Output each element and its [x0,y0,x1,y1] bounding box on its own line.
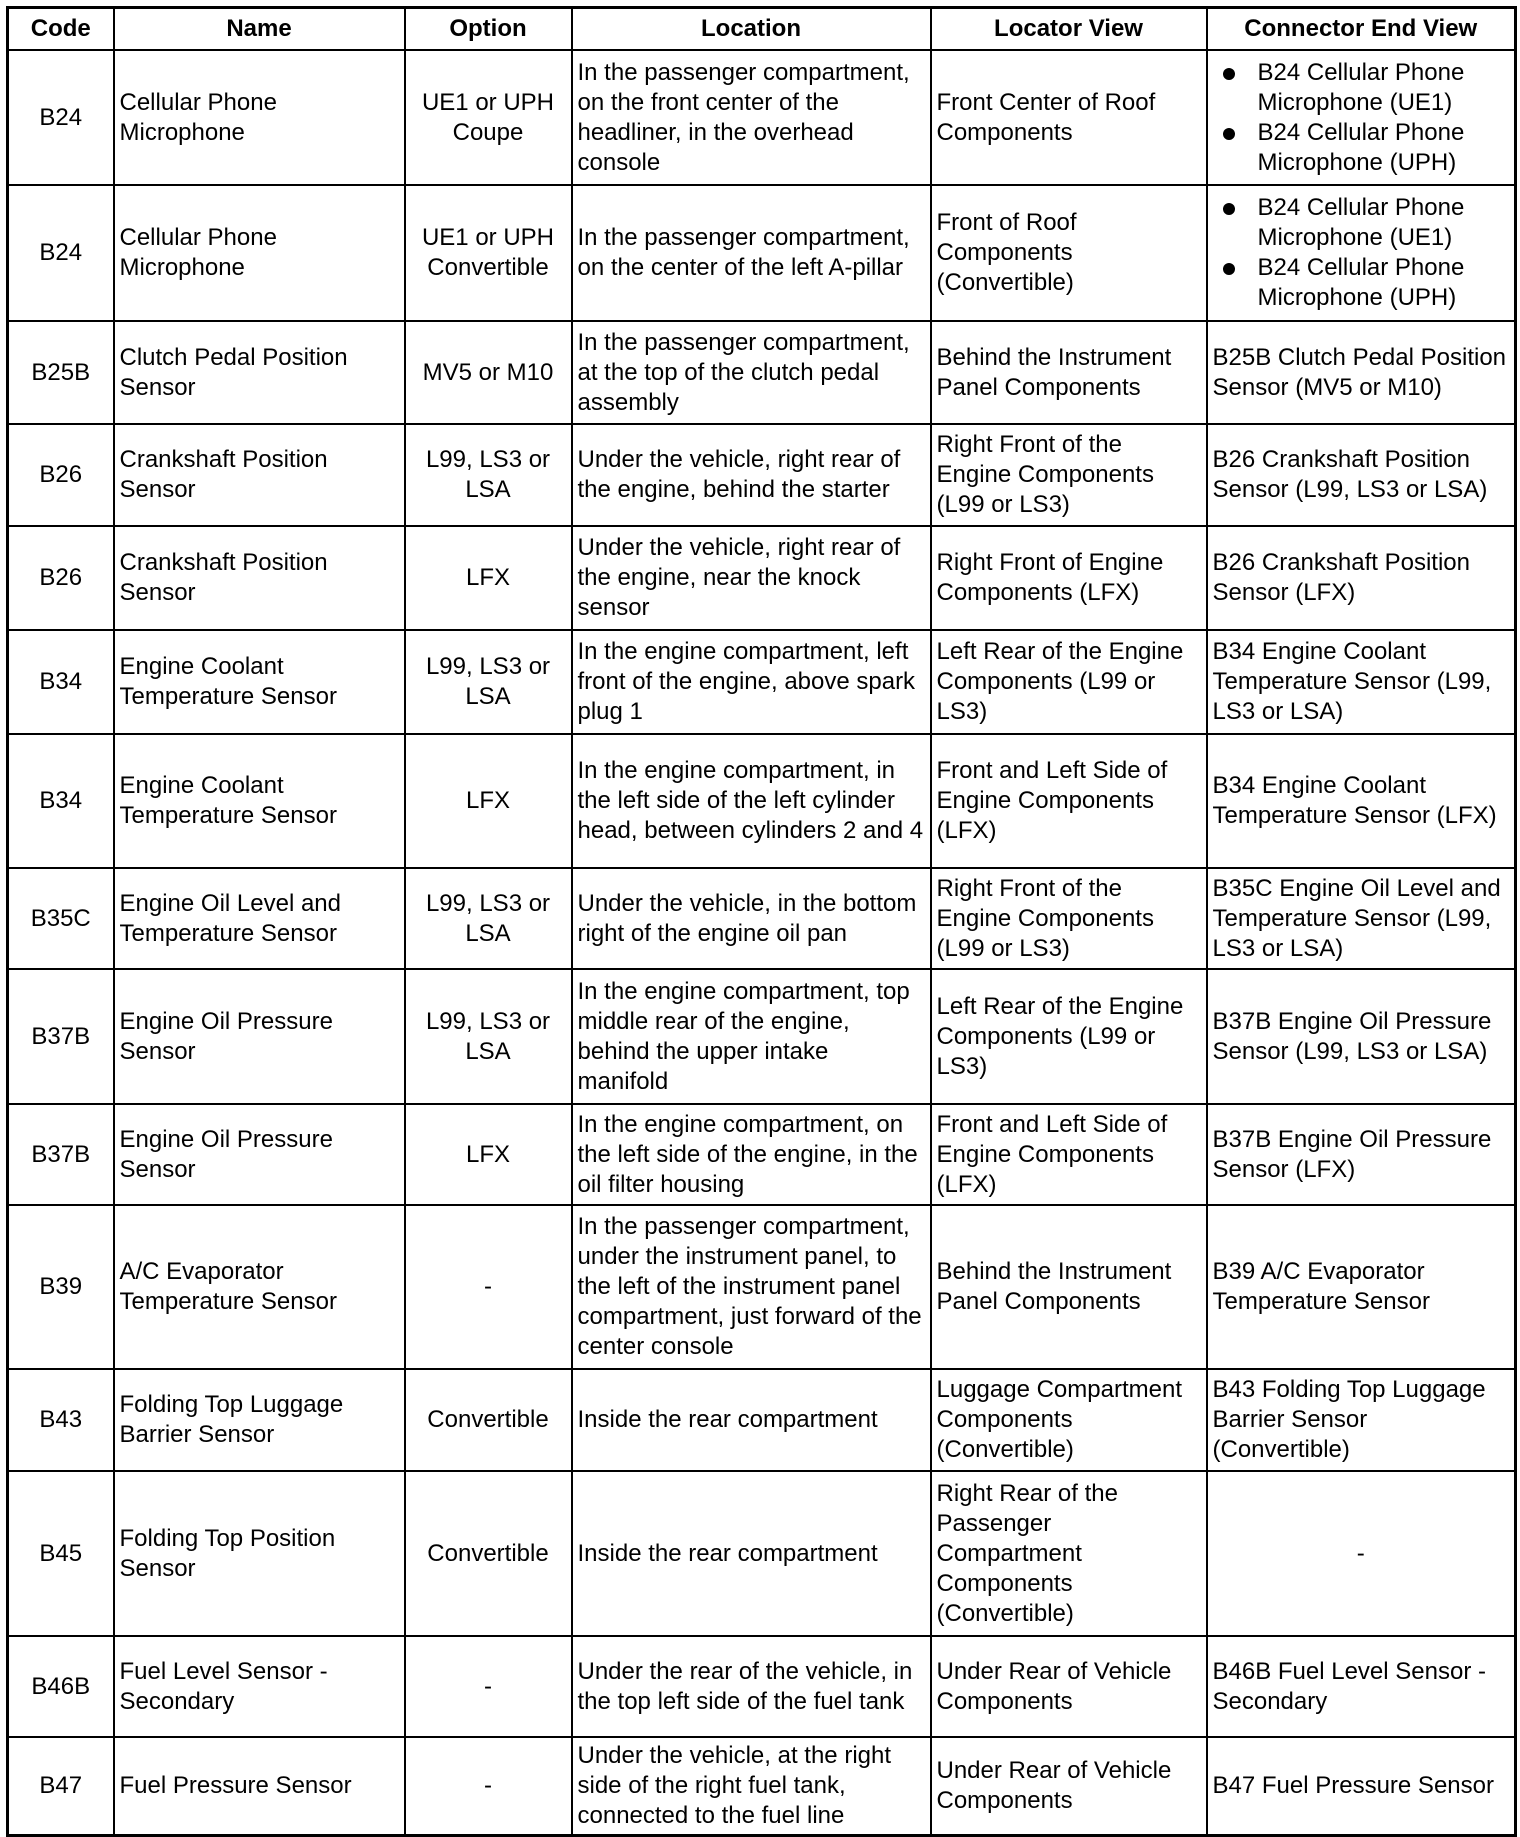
connector-end-view-cell: B46B Fuel Level Sensor - Secondary [1207,1636,1516,1737]
name-cell: Cellular Phone Microphone [114,185,405,321]
location-cell: Inside the rear compartment [572,1369,931,1471]
name-cell: Engine Coolant Temperature Sensor [114,734,405,868]
code-cell: B34 [8,734,114,868]
table-row [8,1104,1516,1205]
code-cell: B46B [8,1636,114,1737]
locator-view-cell: Left Rear of the Engine Components (L99 or LS3) [931,630,1207,734]
option-cell: - [405,1205,572,1369]
name-cell: Engine Oil Level and Temperature Sensor [114,868,405,969]
header-locator-view: Locator View [931,8,1207,51]
connector-end-view-cell: B26 Crankshaft Position Sensor (L99, LS3 or LSA) [1207,424,1516,526]
option-cell: - [405,1737,572,1835]
name-cell: Engine Coolant Temperature Sensor [114,630,405,734]
option-cell: UE1 or UPH Coupe [405,50,572,185]
connector-list-item: B24 Cellular Phone Microphone (UPH) [1258,253,1510,313]
table-row [8,1636,1516,1737]
connector-list-item: B24 Cellular Phone Microphone (UPH) [1258,118,1510,178]
table-row [8,321,1516,424]
connector-end-view-cell [1207,185,1516,321]
option-cell: L99, LS3 or LSA [405,868,572,969]
locator-view-cell: Front Center of Roof Components [931,50,1207,185]
table-row [8,1737,1516,1835]
table-row [8,526,1516,630]
option-cell: MV5 or M10 [405,321,572,424]
locator-view-cell: Right Rear of the Passenger Compartment Components (Convertible) [931,1471,1207,1636]
name-cell: Crankshaft Position Sensor [114,424,405,526]
locator-view-cell: Front and Left Side of Engine Components (LFX) [931,734,1207,868]
code-cell: B26 [8,526,114,630]
connector-list-item: B24 Cellular Phone Microphone (UE1) [1258,58,1510,118]
connector-list-item: B24 Cellular Phone Microphone (UE1) [1258,193,1510,253]
name-cell: Cellular Phone Microphone [114,50,405,185]
connector-list [1213,58,1510,178]
code-cell: B45 [8,1471,114,1636]
connector-end-view-cell: B47 Fuel Pressure Sensor [1207,1737,1516,1835]
connector-end-view-cell: B37B Engine Oil Pressure Sensor (L99, LS3 or LSA) [1207,969,1516,1104]
connector-end-view-cell: B34 Engine Coolant Temperature Sensor (L99, LS3 or LSA) [1207,630,1516,734]
header-option: Option [405,8,572,51]
table-row [8,969,1516,1104]
table-row [8,50,1516,185]
locator-view-cell: Behind the Instrument Panel Components [931,1205,1207,1369]
option-cell: LFX [405,734,572,868]
connector-end-view-cell [1207,50,1516,185]
option-cell: Convertible [405,1369,572,1471]
table-row [8,1369,1516,1471]
connector-end-view-cell: B43 Folding Top Luggage Barrier Sensor (Convertible) [1207,1369,1516,1471]
header-location: Location [572,8,931,51]
table-row [8,1471,1516,1636]
option-cell: Convertible [405,1471,572,1636]
header-row [8,8,1516,51]
option-cell: L99, LS3 or LSA [405,424,572,526]
code-cell: B26 [8,424,114,526]
option-cell: - [405,1636,572,1737]
locator-view-cell: Under Rear of Vehicle Components [931,1737,1207,1835]
connector-end-view-cell: B26 Crankshaft Position Sensor (LFX) [1207,526,1516,630]
table-row [8,185,1516,321]
locator-view-cell: Behind the Instrument Panel Components [931,321,1207,424]
location-cell: In the passenger compartment, under the instrument panel, to the left of the instrument panel compartment, just forward of the center console [572,1205,931,1369]
code-cell: B34 [8,630,114,734]
name-cell: Fuel Level Sensor - Secondary [114,1636,405,1737]
table-row [8,734,1516,868]
code-cell: B47 [8,1737,114,1835]
locator-view-cell: Right Front of the Engine Components (L99 or LS3) [931,424,1207,526]
table-row [8,1205,1516,1369]
location-cell: Inside the rear compartment [572,1471,931,1636]
connector-end-view-cell: - [1207,1471,1516,1636]
location-cell: In the passenger compartment, on the center of the left A-pillar [572,185,931,321]
location-cell: In the engine compartment, top middle rear of the engine, behind the upper intake manifold [572,969,931,1104]
option-cell: UE1 or UPH Convertible [405,185,572,321]
locator-view-cell: Front of Roof Components (Convertible) [931,185,1207,321]
name-cell: Engine Oil Pressure Sensor [114,1104,405,1205]
table-row [8,868,1516,969]
location-cell: Under the vehicle, right rear of the engine, behind the starter [572,424,931,526]
locator-view-cell: Front and Left Side of Engine Components (LFX) [931,1104,1207,1205]
connector-end-view-cell: B25B Clutch Pedal Position Sensor (MV5 or M10) [1207,321,1516,424]
connector-end-view-cell: B39 A/C Evaporator Temperature Sensor [1207,1205,1516,1369]
location-cell: Under the rear of the vehicle, in the top left side of the fuel tank [572,1636,931,1737]
location-cell: Under the vehicle, at the right side of the right fuel tank, connected to the fuel line [572,1737,931,1835]
table-row [8,424,1516,526]
code-cell: B37B [8,1104,114,1205]
name-cell: Engine Oil Pressure Sensor [114,969,405,1104]
option-cell: LFX [405,526,572,630]
option-cell: L99, LS3 or LSA [405,630,572,734]
code-cell: B39 [8,1205,114,1369]
location-cell: In the engine compartment, in the left side of the left cylinder head, between cylinders 2 and 4 [572,734,931,868]
locator-view-cell: Luggage Compartment Components (Convertible) [931,1369,1207,1471]
code-cell: B35C [8,868,114,969]
name-cell: Folding Top Position Sensor [114,1471,405,1636]
table-body [8,50,1516,1835]
name-cell: Folding Top Luggage Barrier Sensor [114,1369,405,1471]
header-name: Name [114,8,405,51]
connector-end-view-cell: B37B Engine Oil Pressure Sensor (LFX) [1207,1104,1516,1205]
code-cell: B25B [8,321,114,424]
header-connector-end-view: Connector End View [1207,8,1516,51]
connector-end-view-cell: B35C Engine Oil Level and Temperature Sensor (L99, LS3 or LSA) [1207,868,1516,969]
connector-list [1213,193,1510,313]
locator-view-cell: Right Front of Engine Components (LFX) [931,526,1207,630]
option-cell: LFX [405,1104,572,1205]
code-cell: B24 [8,50,114,185]
name-cell: A/C Evaporator Temperature Sensor [114,1205,405,1369]
locator-view-cell: Right Front of the Engine Components (L99 or LS3) [931,868,1207,969]
code-cell: B24 [8,185,114,321]
code-cell: B37B [8,969,114,1104]
connector-end-view-cell: B34 Engine Coolant Temperature Sensor (LFX) [1207,734,1516,868]
option-cell: L99, LS3 or LSA [405,969,572,1104]
code-cell: B43 [8,1369,114,1471]
component-locator-table [6,6,1517,1837]
name-cell: Clutch Pedal Position Sensor [114,321,405,424]
name-cell: Crankshaft Position Sensor [114,526,405,630]
location-cell: In the engine compartment, on the left side of the engine, in the oil filter housing [572,1104,931,1205]
name-cell: Fuel Pressure Sensor [114,1737,405,1835]
location-cell: Under the vehicle, in the bottom right of the engine oil pan [572,868,931,969]
locator-view-cell: Under Rear of Vehicle Components [931,1636,1207,1737]
location-cell: In the passenger compartment, at the top of the clutch pedal assembly [572,321,931,424]
location-cell: Under the vehicle, right rear of the engine, near the knock sensor [572,526,931,630]
header-code: Code [8,8,114,51]
table-row [8,630,1516,734]
location-cell: In the passenger compartment, on the front center of the headliner, in the overhead console [572,50,931,185]
locator-view-cell: Left Rear of the Engine Components (L99 or LS3) [931,969,1207,1104]
location-cell: In the engine compartment, left front of the engine, above spark plug 1 [572,630,931,734]
